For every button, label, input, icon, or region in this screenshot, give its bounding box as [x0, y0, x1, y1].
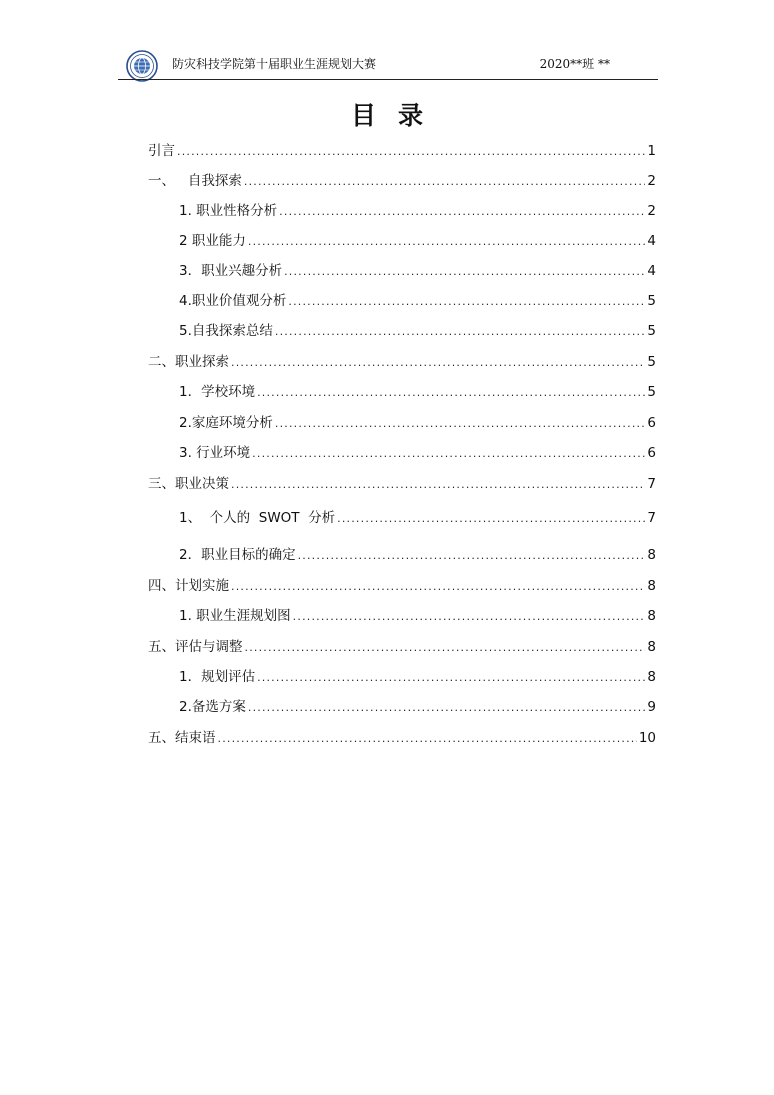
toc-entry-label: 1．规划评估	[179, 669, 256, 685]
toc-entry-page-number: 8	[647, 669, 656, 685]
toc-entry-page-number: 5	[647, 323, 656, 339]
toc-entry[interactable]	[148, 171, 656, 191]
toc-entry[interactable]	[148, 474, 656, 494]
toc-leader-dots	[245, 638, 646, 658]
toc-entry-label: 5.自我探索总结	[179, 323, 273, 339]
toc-entry[interactable]	[148, 728, 656, 748]
toc-entry-label: 五、评估与调整	[148, 639, 243, 655]
toc-entry-page-number: 8	[647, 578, 656, 594]
toc-entry-page-number: 5	[647, 384, 656, 400]
toc-entry-page-number: 8	[647, 547, 656, 563]
toc-entry[interactable]	[179, 291, 656, 311]
toc-entry-page-number: 5	[647, 293, 656, 309]
toc-entry-label: 2 职业能力	[179, 233, 246, 249]
toc-title: 目录	[350, 101, 445, 130]
toc-leader-dots	[288, 292, 645, 312]
toc-leader-dots	[248, 232, 646, 252]
toc-entry[interactable]	[179, 697, 656, 717]
toc-entry-page-number: 6	[647, 445, 656, 461]
toc-entry-page-number: 10	[638, 730, 656, 746]
toc-entry[interactable]	[148, 352, 656, 372]
header-class-info: 2020**班 **	[539, 57, 610, 71]
toc-leader-dots	[252, 444, 645, 464]
toc-entry-label: 五、结束语	[148, 730, 216, 746]
toc-leader-dots	[231, 577, 645, 597]
toc-leader-dots	[244, 172, 646, 192]
toc-entry-label: 一、 自我探索	[148, 173, 242, 189]
toc-entry-page-number: 9	[647, 699, 656, 715]
toc-leader-dots	[248, 698, 646, 718]
toc-entry[interactable]	[179, 443, 656, 463]
toc-entry-page-number: 2	[647, 173, 656, 189]
toc-entry[interactable]	[179, 606, 656, 626]
toc-entry-page-number: 4	[647, 233, 656, 249]
toc-entry[interactable]	[148, 576, 656, 596]
toc-entry-label: 1. 职业性格分析	[179, 203, 278, 219]
toc-entry[interactable]	[179, 667, 656, 687]
toc-entry-page-number: 5	[647, 354, 656, 370]
toc-leader-dots	[257, 383, 645, 403]
toc-leader-dots	[337, 509, 645, 529]
toc-entry-label: 1．学校环境	[179, 384, 256, 400]
toc-entry-page-number: 2	[647, 203, 656, 219]
toc-entry-label: 三、职业决策	[148, 476, 229, 492]
toc-leader-dots	[231, 475, 645, 495]
toc-leader-dots	[275, 322, 646, 342]
toc-entry-page-number: 1	[647, 143, 656, 159]
toc-entry[interactable]	[148, 141, 656, 161]
toc-entry[interactable]	[179, 261, 656, 281]
toc-entry-page-number: 4	[647, 263, 656, 279]
toc-entry-page-number: 6	[647, 415, 656, 431]
toc-leader-dots	[231, 353, 645, 373]
toc-entry-page-number: 7	[647, 476, 656, 492]
toc-entry-page-number: 8	[647, 608, 656, 624]
toc-entry-label: 1. 职业生涯规划图	[179, 608, 291, 624]
toc-leader-dots	[298, 546, 646, 566]
toc-leader-dots	[257, 668, 645, 688]
toc-entry[interactable]	[179, 413, 656, 433]
toc-leader-dots	[279, 202, 645, 222]
toc-entry[interactable]	[179, 231, 656, 251]
toc-entry-label: 2．职业目标的确定	[179, 547, 296, 563]
toc-leader-dots	[177, 142, 645, 162]
toc-entry[interactable]	[179, 545, 656, 565]
toc-leader-dots	[218, 729, 637, 749]
toc-entry-label: 二、职业探索	[148, 354, 229, 370]
toc-entry-page-number: 8	[647, 639, 656, 655]
toc-entry[interactable]	[179, 382, 656, 402]
toc-entry-label: 2.家庭环境分析	[179, 415, 273, 431]
toc-entry-label: 2.备选方案	[179, 699, 246, 715]
toc-leader-dots	[284, 262, 645, 282]
toc-entry-label: 引言	[148, 143, 175, 159]
toc-entry-label: 3. 行业环境	[179, 445, 251, 461]
toc-entry-label: 4.职业价值观分析	[179, 293, 287, 309]
toc-entry[interactable]	[179, 508, 656, 528]
toc-entry-label: 四、计划实施	[148, 578, 229, 594]
toc-leader-dots	[293, 607, 646, 627]
toc-entry[interactable]	[148, 637, 656, 657]
toc-leader-dots	[275, 414, 646, 434]
toc-entry-label: 1、 个人的 SWOT 分析	[179, 510, 336, 526]
toc-entry-page-number: 7	[647, 510, 656, 526]
header-title: 防灾科技学院第十届职业生涯规划大赛	[172, 57, 377, 71]
toc-entry[interactable]	[179, 201, 656, 221]
toc-entry[interactable]	[179, 321, 656, 341]
toc-entry-label: 3．职业兴趣分析	[179, 263, 283, 279]
